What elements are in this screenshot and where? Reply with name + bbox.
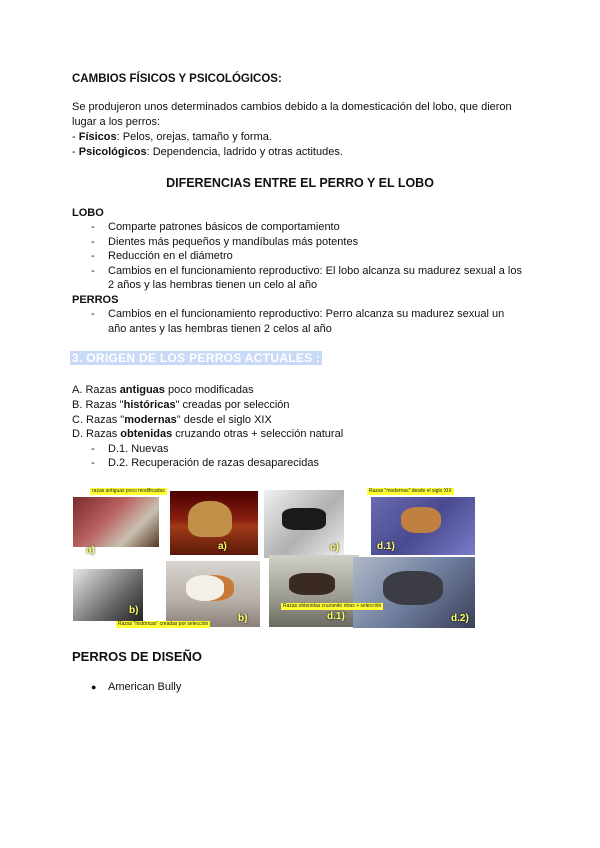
lobo-item: Cambios en el funcionamiento reproductivo: El lobo alcanza su madurez sexual a los: [108, 265, 522, 277]
photo-tag: a): [218, 541, 227, 552]
dog-photo-shepherd: [371, 497, 475, 555]
photo-tag: b): [129, 605, 139, 616]
caption-modernas: Razas "modernas" desde el siglo XIX: [369, 488, 452, 494]
photo-tag: a): [86, 545, 95, 556]
photo-tag: d.1): [377, 541, 395, 552]
caption-historicas: Razas "históricas" creadas por selección: [118, 621, 209, 627]
fisicos-text: : Pelos, orejas, tamaño y forma.: [116, 131, 272, 143]
raza-a-line: A. Razas antiguas poco modificadas: [72, 384, 254, 396]
psicologicos-text: : Dependencia, ladrido y otras actitudes.: [146, 146, 343, 158]
bullet-icon: ●: [91, 682, 97, 692]
collage-left: [72, 487, 260, 628]
intro-text-line1: Se produjeron unos determinados cambios debido a la domesticación del lobo, que dieron: [72, 101, 512, 113]
psicologicos-line: - Psicológicos: Dependencia, ladrido y otras actitudes.: [72, 146, 343, 158]
dog-photo-doberman: [269, 555, 359, 627]
perros-item: Cambios en el funcionamiento reproductivo: Perro alcanza su madurez sexual un: [108, 308, 505, 320]
raza-d-subitem: D.2. Recuperación de razas desaparecidas: [108, 457, 319, 469]
psicologicos-label: Psicológicos: [78, 146, 147, 158]
photo-tag: c): [330, 542, 339, 553]
raza-b-line: B. Razas "históricas" creadas por selección: [72, 399, 290, 411]
section-title-diseno: PERROS DE DISEÑO: [72, 649, 203, 664]
raza-c-line: C. Razas "modernas" desde el siglo XIX: [72, 414, 272, 426]
collage-right: [263, 487, 475, 628]
perros-heading: PERROS: [72, 294, 119, 306]
origen-title-highlight: 3. ORIGEN DE LOS PERROS ACTUALES :: [72, 351, 321, 365]
dog-photo-beagle: [166, 561, 260, 627]
fisicos-label: Físicos: [78, 131, 117, 143]
lobo-item: Reducción en el diámetro: [108, 250, 233, 262]
lobo-item: Comparte patrones básicos de comportamiento: [108, 221, 340, 233]
section-title-diferencias: DIFERENCIAS ENTRE EL PERRO Y EL LOBO: [166, 176, 434, 190]
photo-tag: d.2): [451, 613, 469, 624]
photo-tag: b): [238, 613, 248, 624]
caption-obtenidas: Razas obtenidas cruzando otras + selección: [283, 603, 382, 609]
lobo-item: Dientes más pequeños y mandíbulas más potentes: [108, 236, 359, 248]
fisicos-line: - Físicos: Pelos, orejas, tamaño y forma.: [72, 131, 272, 143]
raza-d-subitem: D.1. Nuevas: [108, 443, 169, 455]
lobo-heading: LOBO: [72, 207, 104, 219]
dog-photo-boxer: [264, 490, 344, 558]
section-title-cambios: CAMBIOS FÍSICOS Y PSICOLÓGICOS:: [72, 73, 282, 85]
section-title-origen: [70, 351, 322, 365]
dog-photo-tibetan: [170, 491, 258, 555]
intro-text-line2: lugar a los perros:: [72, 116, 161, 128]
raza-d-line: D. Razas obtenidas cruzando otras + selección natural: [72, 428, 344, 440]
perros-item-continuation: año antes y las hembras tienen 2 celos al año: [108, 323, 332, 335]
dog-photo-akita: [73, 497, 159, 556]
diseno-item: American Bully: [108, 681, 182, 693]
dog-photo-mastiff: [353, 557, 475, 628]
lobo-item-continuation: 2 años y las hembras tienen un celo al año: [108, 279, 318, 291]
photo-tag: d.1): [327, 611, 345, 622]
dog-photo-poodle: [73, 569, 143, 621]
caption-antiguas: razas antiguas poco modificadas: [92, 488, 165, 494]
